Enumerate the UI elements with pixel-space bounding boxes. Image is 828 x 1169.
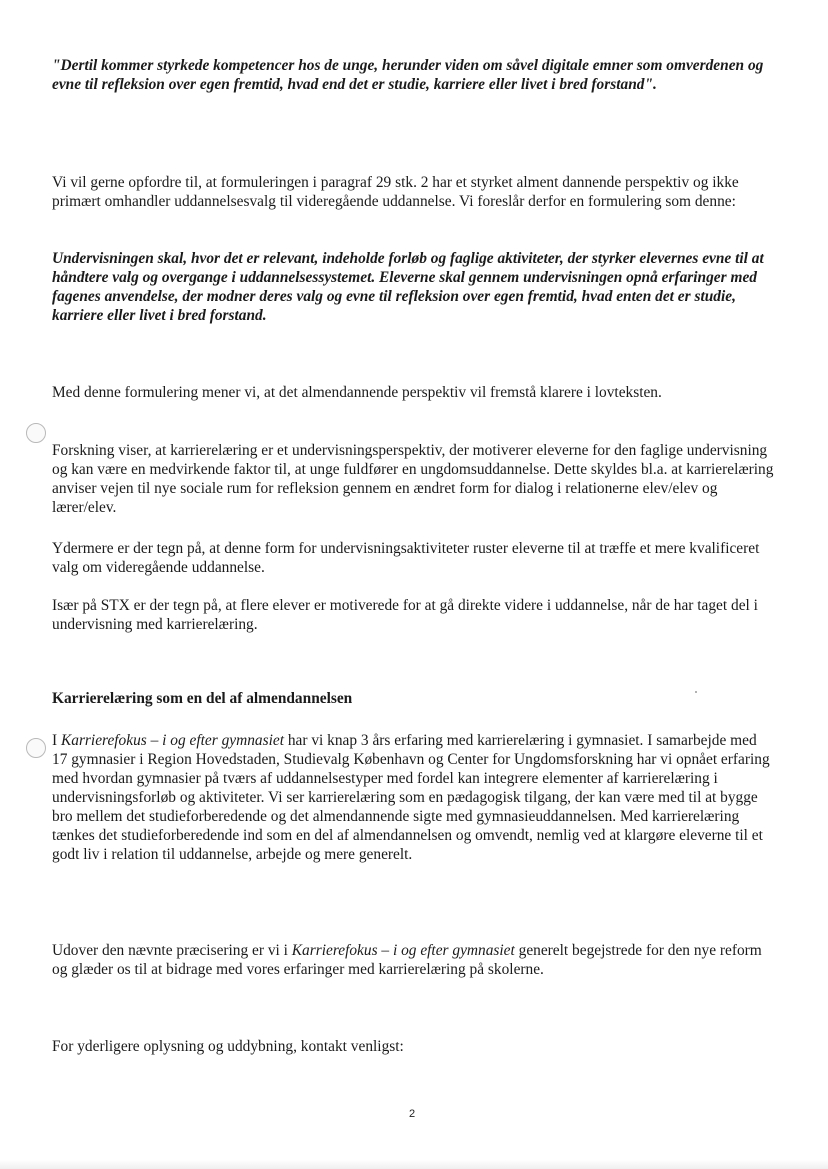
experience-lead: I	[52, 732, 61, 749]
scan-bottom-edge	[0, 1160, 828, 1169]
quoted-passage-close: ".	[644, 76, 657, 93]
proposed-wording: Undervisningen skal, hvor det er relevant, indeholde forløb og faglige aktiviteter, der styrker elevernes evne til at håndtere valg og overgange i uddannelsessystemet. Eleverne skal gennem undervisningen opnå erfaringer med fagenes anvendelse, der modner deres valg og evne til refleksion over egen fremtid, hvad enten det er studie, karriere eller livet i bred forstand.	[52, 250, 764, 324]
page-number: 2	[408, 1108, 416, 1120]
paragraph-recommendation: Vi vil gerne opfordre til, at formuleringen i paragraf 29 stk. 2 har et styrket alment dannende perspektiv og ikke primært omhandler uddannelsesvalg til videregående uddannelse. Vi foreslår derfor en formulering som denne:	[52, 174, 739, 210]
punch-hole-lower	[26, 738, 46, 758]
paragraph-stx: Især på STX er der tegn på, at flere elever er motiverede for at gå direkte videre i uddannelse, når de har taget del i undervisning med karrierelæring.	[52, 597, 758, 633]
experience-text: har vi knap 3 års erfaring med karrierelæring i gymnasiet. I samarbejde med 17 gymnasier i Region Hovedstaden, Studievalg København og Center for Ungdomsforskning har vi opnået erfaring med hvordan gymnasier på tværs af uddannelsestyper med fordel kan integrere elementer af karrierelæring i undervisningsforløb og aktiviteter. Vi ser karrierelæring som en pædagogisk tilgang, der kan være med til at bygge bro mellem det studieforberedende og det almendannende sigte med gymnasieuddannelsen. Med karrierelæring tænkes det studieforberedende ind som en del af almendannelsen og omvendt, nemlig ved at klargøre eleverne til et godt liv i relation til uddannelse, arbejde og mere generelt.	[52, 732, 770, 863]
paragraph-experience	[52, 731, 774, 864]
section-heading: Karrierelæring som en del af almendannelsen	[52, 690, 353, 707]
punch-hole-upper	[26, 423, 46, 443]
paragraph-clarity: Med denne formulering mener vi, at det almendannende perspektiv vil fremstå klarere i lovteksten.	[52, 384, 662, 401]
closing-text: generelt begejstrede for den nye reform og glæder os til at bidrage med vores erfaringer med karrierelæring på skolerne.	[52, 942, 762, 978]
quoted-passage-text: "Dertil kommer styrkede kompetencer hos de unge, herunder viden om såvel digitale emner som omverdenen og evne til refleksion over egen fremtid, hvad end det er studie, karriere eller livet i bred forstand	[52, 57, 764, 93]
quoted-passage	[52, 56, 774, 94]
project-name-closing: Karrierefokus – i og efter gymnasiet	[291, 942, 515, 959]
project-name: Karrierefokus – i og efter gymnasiet	[60, 732, 284, 749]
paragraph-research: Forskning viser, at karrierelæring er et undervisningsperspektiv, der motiverer eleverne for den faglige undervisning og kan være en medvirkende faktor til, at unge fuldfører en ungdomsuddannelse. Dette skyldes bl.a. at karrierelæring anviser vejen til nye sociale rum for refleksion gennem en ændret form for dialog i relationerne elev/elev og lærer/elev.	[52, 442, 774, 516]
scan-speck	[695, 691, 697, 693]
closing-lead: Udover den nævnte præcisering er vi i	[52, 942, 292, 959]
paragraph-closing	[52, 941, 774, 979]
paragraph-signs: Ydermere er der tegn på, at denne form for undervisningsaktiviteter ruster eleverne til at træffe et mere kvalificeret valg om videregående uddannelse.	[52, 540, 760, 576]
paragraph-contact: For yderligere oplysning og uddybning, kontakt venligst:	[52, 1038, 404, 1055]
